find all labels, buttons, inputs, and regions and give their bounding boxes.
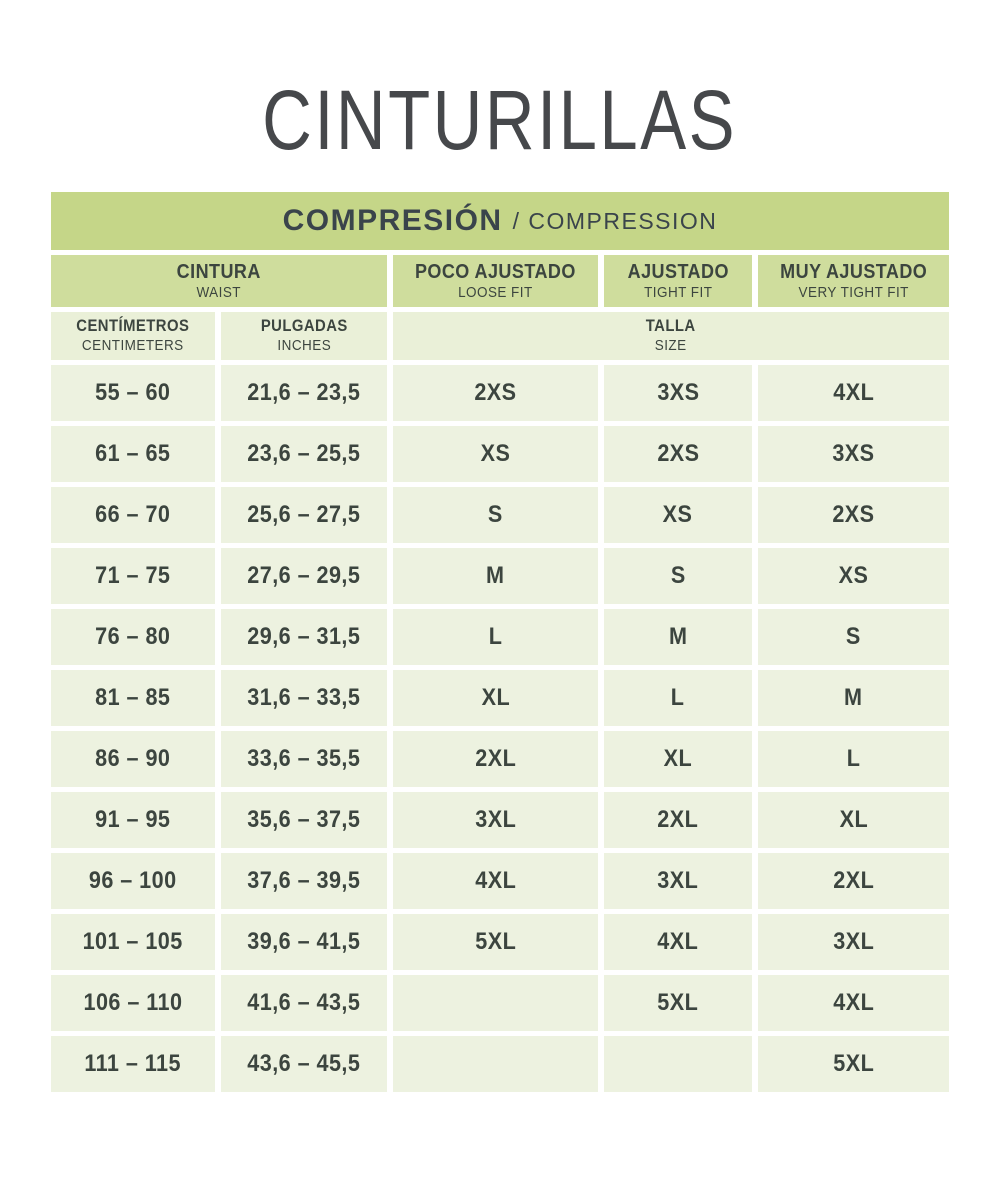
cell-value: L [671, 684, 685, 711]
cell-value: 66 – 70 [95, 501, 171, 528]
loose-fit-size-cell [393, 670, 598, 726]
cell-value: 4XL [475, 867, 516, 894]
inches-range-cell [221, 1036, 387, 1092]
cell-value: 5XL [657, 989, 699, 1016]
subheader-centimeters [51, 312, 215, 360]
cell-value: 4XL [833, 989, 874, 1016]
subheader-size-es: TALLA [646, 316, 696, 335]
cell-value: 29,6 – 31,5 [247, 623, 361, 650]
tight-fit-size-cell [604, 792, 752, 848]
cm-range-cell [51, 792, 215, 848]
header-very-tight-fit [758, 255, 949, 307]
cell-value: 2XL [475, 745, 516, 772]
tight-fit-size-cell [604, 853, 752, 909]
cell-value: 91 – 95 [95, 806, 171, 833]
header-loose-fit [393, 255, 598, 307]
inches-range-cell [221, 487, 387, 543]
loose-fit-size-cell [393, 853, 598, 909]
tight-fit-size-cell [604, 365, 752, 421]
header-tight-es: AJUSTADO [627, 260, 729, 283]
loose-fit-size-cell [393, 731, 598, 787]
cell-value: 43,6 – 45,5 [247, 1050, 361, 1077]
very-tight-fit-size-cell [758, 1036, 949, 1092]
cell-value: 76 – 80 [95, 623, 171, 650]
cell-value: 3XS [656, 379, 700, 406]
loose-fit-size-cell [393, 792, 598, 848]
cm-range-cell [51, 609, 215, 665]
cell-value: 81 – 85 [95, 684, 171, 711]
tight-fit-size-cell [604, 731, 752, 787]
cell-value: S [846, 623, 861, 650]
very-tight-fit-size-cell [758, 487, 949, 543]
header-very-tight-es: MUY AJUSTADO [779, 260, 928, 283]
header-tight-fit [604, 255, 752, 307]
cell-value: 2XS [474, 379, 517, 406]
tight-fit-size-cell [604, 975, 752, 1031]
loose-fit-size-cell [393, 548, 598, 604]
very-tight-fit-size-cell [758, 670, 949, 726]
cell-value: XS [838, 562, 869, 589]
subheader-inches-en: INCHES [277, 336, 331, 354]
header-waist-es: CINTURA [176, 260, 262, 283]
inches-range-cell [221, 609, 387, 665]
cell-value: 23,6 – 25,5 [247, 440, 361, 467]
very-tight-fit-size-cell [758, 792, 949, 848]
cell-value: M [486, 562, 505, 589]
header-waist [51, 255, 387, 307]
subheader-inches-es: PULGADAS [260, 316, 348, 335]
loose-fit-size-cell [393, 365, 598, 421]
cm-range-cell [51, 426, 215, 482]
subheader-cm-en: CENTIMETERS [82, 336, 184, 354]
cell-value: 5XL [833, 1050, 874, 1077]
cell-value: M [668, 623, 688, 650]
cell-value: 41,6 – 43,5 [247, 989, 361, 1016]
inches-range-cell [221, 853, 387, 909]
cell-value: 31,6 – 33,5 [247, 684, 361, 711]
cell-value: XL [839, 806, 868, 833]
cell-value: 106 – 110 [83, 989, 183, 1016]
cell-value: 86 – 90 [95, 745, 171, 772]
inches-range-cell [221, 731, 387, 787]
tight-fit-size-cell [604, 1036, 752, 1092]
very-tight-fit-size-cell [758, 365, 949, 421]
cell-value: 3XL [657, 867, 699, 894]
subheader-cm-es: CENTÍMETROS [76, 316, 190, 335]
header-loose-es: POCO AJUSTADO [415, 260, 576, 283]
cell-value: XS [663, 501, 693, 528]
loose-fit-size-cell [393, 1036, 598, 1092]
cell-value: 61 – 65 [95, 440, 171, 467]
cm-range-cell [51, 365, 215, 421]
cell-value: XL [481, 684, 510, 711]
loose-fit-size-cell [393, 914, 598, 970]
subheader-size-en: SIZE [655, 336, 687, 354]
tight-fit-size-cell [604, 487, 752, 543]
cell-value: S [670, 562, 686, 589]
cm-range-cell [51, 914, 215, 970]
cell-value: 101 – 105 [82, 928, 184, 955]
inches-range-cell [221, 792, 387, 848]
compression-size-table [51, 192, 949, 1092]
cell-value: 3XL [475, 806, 516, 833]
very-tight-fit-size-cell [758, 975, 949, 1031]
cm-range-cell [51, 853, 215, 909]
inches-range-cell [221, 975, 387, 1031]
cell-value: 4XL [657, 928, 699, 955]
inches-range-cell [221, 426, 387, 482]
subheader-size [393, 312, 949, 360]
very-tight-fit-size-cell [758, 426, 949, 482]
inches-range-cell [221, 670, 387, 726]
tight-fit-size-cell [604, 670, 752, 726]
cell-value: 71 – 75 [95, 562, 171, 589]
very-tight-fit-size-cell [758, 731, 949, 787]
size-grid [51, 255, 949, 1092]
cell-value: 37,6 – 39,5 [247, 867, 361, 894]
cm-range-cell [51, 670, 215, 726]
cm-range-cell [51, 1036, 215, 1092]
cm-range-cell [51, 548, 215, 604]
header-very-tight-en: VERY TIGHT FIT [798, 283, 909, 301]
cell-value: 55 – 60 [95, 379, 171, 406]
page-title [0, 0, 1000, 167]
banner-title-en: / COMPRESSION [512, 207, 718, 234]
cell-value: L [846, 745, 861, 772]
tight-fit-size-cell [604, 914, 752, 970]
cell-value: 96 – 100 [89, 867, 177, 894]
cell-value: XS [480, 440, 511, 467]
cell-value: 35,6 – 37,5 [247, 806, 361, 833]
compression-banner [51, 192, 949, 250]
cell-value: 2XL [833, 867, 874, 894]
loose-fit-size-cell [393, 975, 598, 1031]
cell-value: 4XL [833, 379, 874, 406]
inches-range-cell [221, 548, 387, 604]
cell-value: 5XL [475, 928, 516, 955]
page-title-text: CINTURILLAS [262, 73, 738, 167]
banner-title-es: COMPRESIÓN [282, 204, 503, 237]
header-waist-en: WAIST [196, 283, 242, 301]
cell-value: 111 – 115 [84, 1050, 182, 1077]
header-tight-en: TIGHT FIT [643, 283, 713, 301]
cell-value: 2XL [657, 806, 699, 833]
cell-value: XL [663, 745, 693, 772]
cm-range-cell [51, 975, 215, 1031]
very-tight-fit-size-cell [758, 914, 949, 970]
cell-value: M [844, 684, 863, 711]
cell-value: 25,6 – 27,5 [247, 501, 361, 528]
cell-value: 39,6 – 41,5 [247, 928, 361, 955]
cell-value: 21,6 – 23,5 [247, 379, 361, 406]
cell-value: 3XS [832, 440, 875, 467]
cell-value: 33,6 – 35,5 [247, 745, 361, 772]
cell-value: 2XS [832, 501, 875, 528]
very-tight-fit-size-cell [758, 609, 949, 665]
subheader-inches [221, 312, 387, 360]
very-tight-fit-size-cell [758, 548, 949, 604]
header-loose-en: LOOSE FIT [458, 283, 533, 301]
cell-value: 3XL [833, 928, 874, 955]
loose-fit-size-cell [393, 487, 598, 543]
inches-range-cell [221, 914, 387, 970]
inches-range-cell [221, 365, 387, 421]
cell-value: L [488, 623, 503, 650]
cell-value: 27,6 – 29,5 [247, 562, 361, 589]
tight-fit-size-cell [604, 609, 752, 665]
loose-fit-size-cell [393, 609, 598, 665]
tight-fit-size-cell [604, 548, 752, 604]
cm-range-cell [51, 487, 215, 543]
very-tight-fit-size-cell [758, 853, 949, 909]
tight-fit-size-cell [604, 426, 752, 482]
cell-value: 2XS [656, 440, 700, 467]
loose-fit-size-cell [393, 426, 598, 482]
cell-value: S [488, 501, 503, 528]
cm-range-cell [51, 731, 215, 787]
